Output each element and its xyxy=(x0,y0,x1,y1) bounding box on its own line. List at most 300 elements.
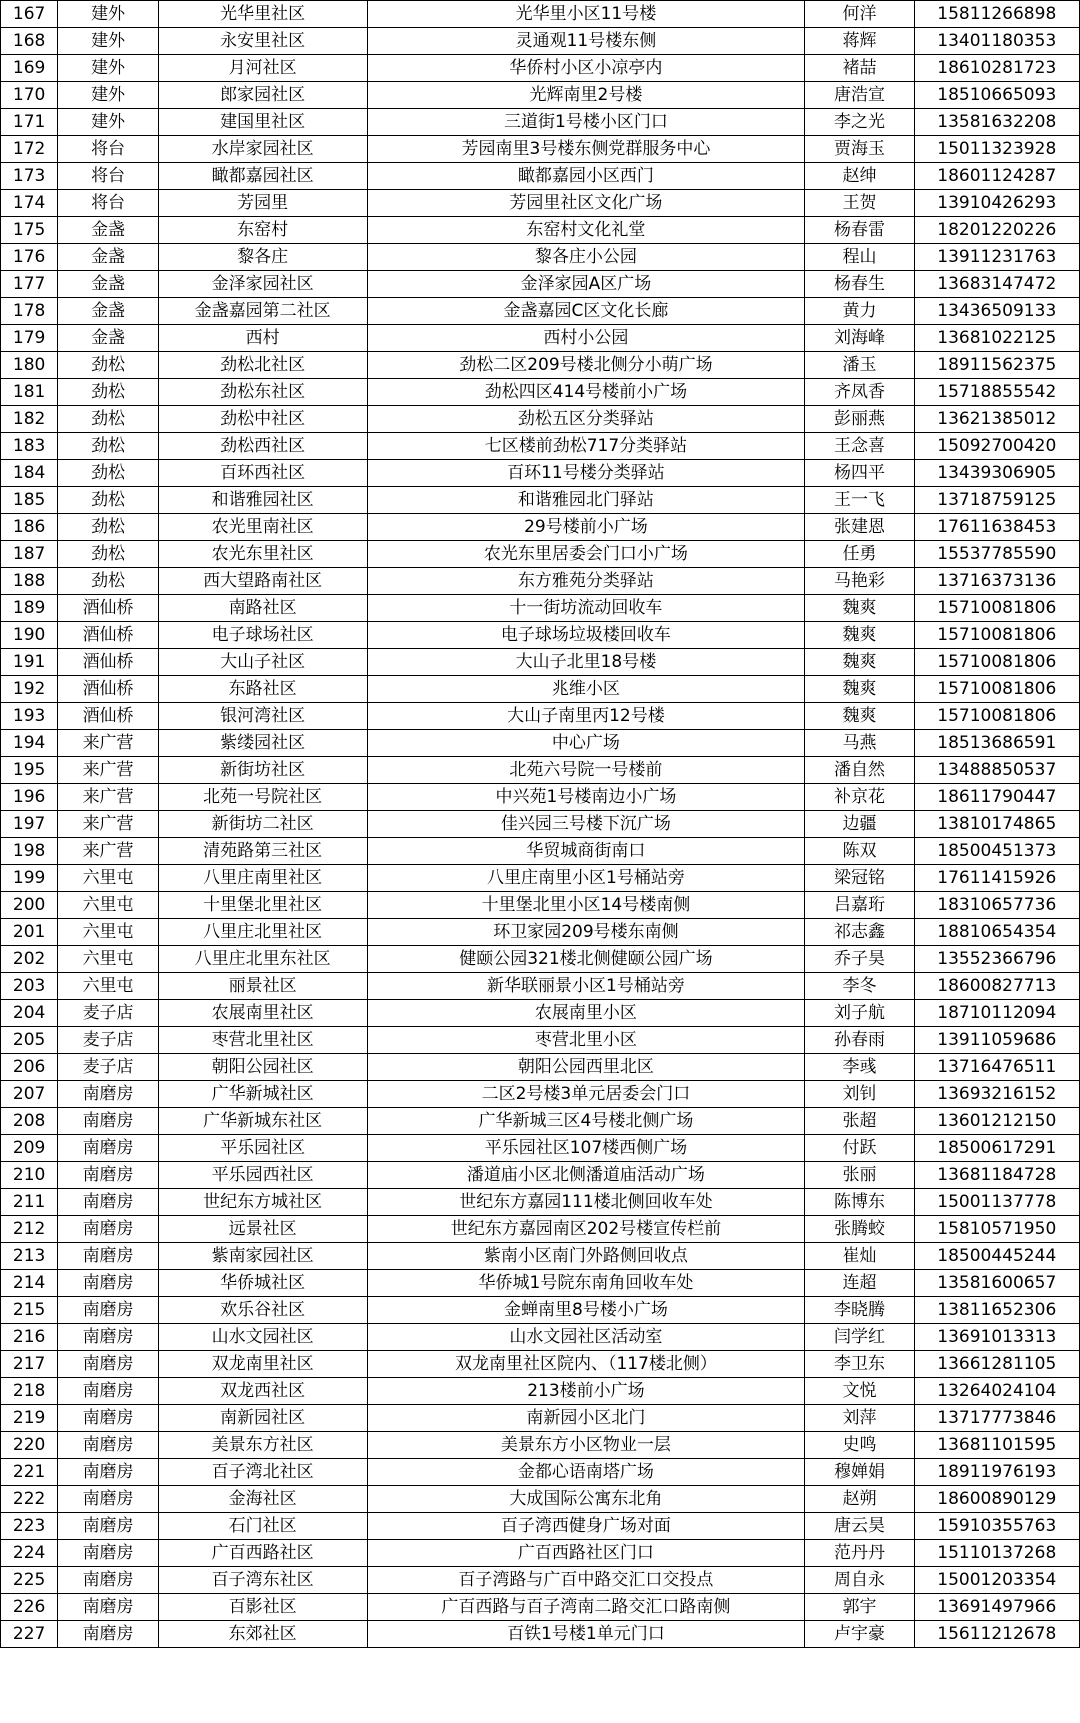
cell-location: 十里堡北里小区14号楼南侧 xyxy=(367,892,805,919)
cell-location: 南新园小区北门 xyxy=(367,1405,805,1432)
cell-street: 将台 xyxy=(58,163,159,190)
cell-location: 大山子南里丙12号楼 xyxy=(367,703,805,730)
cell-street: 来广营 xyxy=(58,838,159,865)
cell-phone: 15001137778 xyxy=(914,1189,1079,1216)
cell-contact-person: 史鸣 xyxy=(805,1432,914,1459)
table-row xyxy=(1,1243,1080,1270)
cell-index: 194 xyxy=(1,730,58,757)
table-row xyxy=(1,1081,1080,1108)
cell-community: 八里庄南里社区 xyxy=(158,865,367,892)
cell-phone: 17611638453 xyxy=(914,514,1079,541)
table-row xyxy=(1,1378,1080,1405)
cell-location: 芳园里社区文化广场 xyxy=(367,190,805,217)
cell-community: 石门社区 xyxy=(158,1513,367,1540)
table-row xyxy=(1,649,1080,676)
cell-index: 225 xyxy=(1,1567,58,1594)
cell-location: 东方雅苑分类驿站 xyxy=(367,568,805,595)
cell-index: 177 xyxy=(1,271,58,298)
cell-location: 新华联丽景小区1号桶站旁 xyxy=(367,973,805,1000)
cell-index: 184 xyxy=(1,460,58,487)
cell-community: 月河社区 xyxy=(158,55,367,82)
cell-index: 213 xyxy=(1,1243,58,1270)
cell-phone: 13718759125 xyxy=(914,487,1079,514)
cell-contact-person: 梁冠铭 xyxy=(805,865,914,892)
cell-phone: 15710081806 xyxy=(914,649,1079,676)
cell-phone: 18513686591 xyxy=(914,730,1079,757)
cell-street: 南磨房 xyxy=(58,1432,159,1459)
cell-contact-person: 范丹丹 xyxy=(805,1540,914,1567)
cell-contact-person: 李彧 xyxy=(805,1054,914,1081)
cell-contact-person: 马艳彩 xyxy=(805,568,914,595)
cell-location: 七区楼前劲松717分类驿站 xyxy=(367,433,805,460)
table-row xyxy=(1,1540,1080,1567)
cell-location: 百子湾路与广百中路交汇口交投点 xyxy=(367,1567,805,1594)
cell-street: 劲松 xyxy=(58,487,159,514)
cell-index: 169 xyxy=(1,55,58,82)
cell-phone: 18500451373 xyxy=(914,838,1079,865)
table-row xyxy=(1,1270,1080,1297)
cell-contact-person: 何洋 xyxy=(805,1,914,28)
cell-index: 175 xyxy=(1,217,58,244)
cell-street: 南磨房 xyxy=(58,1351,159,1378)
cell-phone: 13693216152 xyxy=(914,1081,1079,1108)
cell-street: 劲松 xyxy=(58,433,159,460)
cell-location: 大成国际公寓东北角 xyxy=(367,1486,805,1513)
cell-index: 207 xyxy=(1,1081,58,1108)
cell-community: 丽景社区 xyxy=(158,973,367,1000)
cell-phone: 13581600657 xyxy=(914,1270,1079,1297)
cell-community: 平乐园西社区 xyxy=(158,1162,367,1189)
table-row xyxy=(1,568,1080,595)
cell-community: 东窑村 xyxy=(158,217,367,244)
cell-index: 176 xyxy=(1,244,58,271)
cell-contact-person: 黄力 xyxy=(805,298,914,325)
cell-location: 广百西路社区门口 xyxy=(367,1540,805,1567)
cell-community: 瞰都嘉园社区 xyxy=(158,163,367,190)
table-row xyxy=(1,784,1080,811)
cell-index: 215 xyxy=(1,1297,58,1324)
cell-phone: 13716476511 xyxy=(914,1054,1079,1081)
cell-index: 183 xyxy=(1,433,58,460)
cell-location: 佳兴园三号楼下沉广场 xyxy=(367,811,805,838)
cell-index: 196 xyxy=(1,784,58,811)
table-row xyxy=(1,1513,1080,1540)
cell-contact-person: 李晓腾 xyxy=(805,1297,914,1324)
cell-contact-person: 唐云昊 xyxy=(805,1513,914,1540)
cell-contact-person: 程山 xyxy=(805,244,914,271)
cell-street: 劲松 xyxy=(58,352,159,379)
cell-index: 179 xyxy=(1,325,58,352)
cell-street: 南磨房 xyxy=(58,1486,159,1513)
cell-contact-person: 杨四平 xyxy=(805,460,914,487)
cell-phone: 13811652306 xyxy=(914,1297,1079,1324)
cell-location: 劲松二区209号楼北侧分小萌广场 xyxy=(367,352,805,379)
cell-contact-person: 魏爽 xyxy=(805,703,914,730)
cell-community: 百子湾东社区 xyxy=(158,1567,367,1594)
table-row xyxy=(1,82,1080,109)
cell-location: 大山子北里18号楼 xyxy=(367,649,805,676)
cell-location: 环卫家园209号楼东南侧 xyxy=(367,919,805,946)
cell-community: 黎各庄 xyxy=(158,244,367,271)
cell-index: 209 xyxy=(1,1135,58,1162)
cell-location: 美景东方小区物业一层 xyxy=(367,1432,805,1459)
cell-phone: 18201220226 xyxy=(914,217,1079,244)
cell-contact-person: 王贺 xyxy=(805,190,914,217)
cell-street: 来广营 xyxy=(58,811,159,838)
cell-street: 酒仙桥 xyxy=(58,622,159,649)
cell-contact-person: 任勇 xyxy=(805,541,914,568)
cell-street: 建外 xyxy=(58,109,159,136)
cell-community: 百环西社区 xyxy=(158,460,367,487)
table-row xyxy=(1,1351,1080,1378)
cell-phone: 13488850537 xyxy=(914,757,1079,784)
cell-index: 205 xyxy=(1,1027,58,1054)
cell-street: 建外 xyxy=(58,55,159,82)
cell-community: 欢乐谷社区 xyxy=(158,1297,367,1324)
cell-index: 180 xyxy=(1,352,58,379)
cell-contact-person: 卢宇豪 xyxy=(805,1621,914,1648)
cell-community: 紫缕园社区 xyxy=(158,730,367,757)
cell-phone: 13621385012 xyxy=(914,406,1079,433)
cell-community: 和谐雅园社区 xyxy=(158,487,367,514)
cell-index: 211 xyxy=(1,1189,58,1216)
cell-community: 农光里南社区 xyxy=(158,514,367,541)
cell-phone: 18500617291 xyxy=(914,1135,1079,1162)
table-row xyxy=(1,352,1080,379)
cell-location: 双龙南里社区院内、（117楼北侧） xyxy=(367,1351,805,1378)
cell-location: 劲松五区分类驿站 xyxy=(367,406,805,433)
cell-contact-person: 杨春雷 xyxy=(805,217,914,244)
cell-phone: 18810654354 xyxy=(914,919,1079,946)
cell-index: 224 xyxy=(1,1540,58,1567)
cell-street: 麦子店 xyxy=(58,1027,159,1054)
cell-community: 劲松西社区 xyxy=(158,433,367,460)
cell-phone: 13691497966 xyxy=(914,1594,1079,1621)
cell-street: 南磨房 xyxy=(58,1324,159,1351)
cell-location: 瞰都嘉园小区西门 xyxy=(367,163,805,190)
cell-index: 191 xyxy=(1,649,58,676)
cell-community: 华侨城社区 xyxy=(158,1270,367,1297)
cell-location: 十一街坊流动回收车 xyxy=(367,595,805,622)
cell-street: 六里屯 xyxy=(58,946,159,973)
cell-location: 百环11号楼分类驿站 xyxy=(367,460,805,487)
cell-street: 劲松 xyxy=(58,541,159,568)
cell-index: 212 xyxy=(1,1216,58,1243)
cell-index: 190 xyxy=(1,622,58,649)
cell-location: 东窑村文化礼堂 xyxy=(367,217,805,244)
cell-street: 南磨房 xyxy=(58,1405,159,1432)
cell-location: 八里庄南里小区1号桶站旁 xyxy=(367,865,805,892)
cell-street: 麦子店 xyxy=(58,1000,159,1027)
cell-index: 168 xyxy=(1,28,58,55)
cell-contact-person: 刘子航 xyxy=(805,1000,914,1027)
cell-location: 213楼前小广场 xyxy=(367,1378,805,1405)
cell-community: 银河湾社区 xyxy=(158,703,367,730)
table-row xyxy=(1,595,1080,622)
cell-street: 金盏 xyxy=(58,271,159,298)
cell-community: 朝阳公园社区 xyxy=(158,1054,367,1081)
table-row xyxy=(1,946,1080,973)
cell-index: 219 xyxy=(1,1405,58,1432)
cell-phone: 18911976193 xyxy=(914,1459,1079,1486)
cell-index: 220 xyxy=(1,1432,58,1459)
table-row xyxy=(1,919,1080,946)
cell-phone: 13683147472 xyxy=(914,271,1079,298)
cell-index: 214 xyxy=(1,1270,58,1297)
cell-community: 金盏嘉园第二社区 xyxy=(158,298,367,325)
cell-index: 181 xyxy=(1,379,58,406)
cell-street: 金盏 xyxy=(58,298,159,325)
cell-index: 187 xyxy=(1,541,58,568)
table-row xyxy=(1,136,1080,163)
cell-index: 217 xyxy=(1,1351,58,1378)
cell-index: 222 xyxy=(1,1486,58,1513)
cell-location: 金蝉南里8号楼小广场 xyxy=(367,1297,805,1324)
cell-street: 南磨房 xyxy=(58,1594,159,1621)
table-row xyxy=(1,514,1080,541)
cell-street: 劲松 xyxy=(58,379,159,406)
cell-phone: 18611790447 xyxy=(914,784,1079,811)
cell-index: 186 xyxy=(1,514,58,541)
cell-phone: 18500445244 xyxy=(914,1243,1079,1270)
table-row xyxy=(1,973,1080,1000)
table-row xyxy=(1,757,1080,784)
cell-community: 紫南家园社区 xyxy=(158,1243,367,1270)
cell-phone: 18310657736 xyxy=(914,892,1079,919)
cell-street: 六里屯 xyxy=(58,865,159,892)
cell-phone: 18610281723 xyxy=(914,55,1079,82)
cell-phone: 15710081806 xyxy=(914,622,1079,649)
cell-phone: 15718855542 xyxy=(914,379,1079,406)
table-row xyxy=(1,55,1080,82)
cell-contact-person: 陈双 xyxy=(805,838,914,865)
cell-phone: 17611415926 xyxy=(914,865,1079,892)
cell-contact-person: 马燕 xyxy=(805,730,914,757)
table-row xyxy=(1,1621,1080,1648)
cell-street: 六里屯 xyxy=(58,973,159,1000)
cell-contact-person: 闫学红 xyxy=(805,1324,914,1351)
cell-index: 188 xyxy=(1,568,58,595)
table-row xyxy=(1,1297,1080,1324)
cell-street: 建外 xyxy=(58,1,159,28)
table-row xyxy=(1,1135,1080,1162)
table-row xyxy=(1,271,1080,298)
table-row xyxy=(1,298,1080,325)
cell-community: 双龙南里社区 xyxy=(158,1351,367,1378)
table-row xyxy=(1,190,1080,217)
cell-community: 南路社区 xyxy=(158,595,367,622)
cell-location: 金泽家园A区广场 xyxy=(367,271,805,298)
cell-contact-person: 贾海玉 xyxy=(805,136,914,163)
cell-location: 广百西路与百子湾南二路交汇口路南侧 xyxy=(367,1594,805,1621)
cell-community: 平乐园社区 xyxy=(158,1135,367,1162)
table-row xyxy=(1,1,1080,28)
cell-community: 八里庄北里东社区 xyxy=(158,946,367,973)
cell-contact-person: 刘海峰 xyxy=(805,325,914,352)
cell-contact-person: 蒋辉 xyxy=(805,28,914,55)
table-row xyxy=(1,892,1080,919)
cell-contact-person: 刘钊 xyxy=(805,1081,914,1108)
cell-street: 南磨房 xyxy=(58,1135,159,1162)
cell-location: 金盏嘉园C区文化长廊 xyxy=(367,298,805,325)
cell-contact-person: 吕嘉珩 xyxy=(805,892,914,919)
cell-street: 酒仙桥 xyxy=(58,595,159,622)
cell-community: 劲松东社区 xyxy=(158,379,367,406)
cell-location: 朝阳公园西里北区 xyxy=(367,1054,805,1081)
cell-phone: 18600827713 xyxy=(914,973,1079,1000)
cell-location: 华贸城商街南口 xyxy=(367,838,805,865)
cell-street: 南磨房 xyxy=(58,1162,159,1189)
cell-community: 十里堡北里社区 xyxy=(158,892,367,919)
cell-community: 远景社区 xyxy=(158,1216,367,1243)
table-row xyxy=(1,1054,1080,1081)
table-row xyxy=(1,1108,1080,1135)
cell-phone: 18710112094 xyxy=(914,1000,1079,1027)
cell-street: 来广营 xyxy=(58,757,159,784)
cell-phone: 15537785590 xyxy=(914,541,1079,568)
cell-street: 南磨房 xyxy=(58,1513,159,1540)
cell-index: 174 xyxy=(1,190,58,217)
cell-index: 227 xyxy=(1,1621,58,1648)
table-row xyxy=(1,622,1080,649)
table-row xyxy=(1,865,1080,892)
cell-community: 山水文园社区 xyxy=(158,1324,367,1351)
table-row xyxy=(1,676,1080,703)
cell-street: 将台 xyxy=(58,190,159,217)
cell-community: 劲松北社区 xyxy=(158,352,367,379)
cell-phone: 13581632208 xyxy=(914,109,1079,136)
cell-street: 劲松 xyxy=(58,568,159,595)
cell-contact-person: 褚喆 xyxy=(805,55,914,82)
cell-phone: 13401180353 xyxy=(914,28,1079,55)
cell-community: 光华里社区 xyxy=(158,1,367,28)
cell-phone: 13681184728 xyxy=(914,1162,1079,1189)
cell-location: 平乐园社区107楼西侧广场 xyxy=(367,1135,805,1162)
cell-phone: 18911562375 xyxy=(914,352,1079,379)
cell-street: 麦子店 xyxy=(58,1054,159,1081)
cell-community: 电子球场社区 xyxy=(158,622,367,649)
cell-community: 广华新城社区 xyxy=(158,1081,367,1108)
cell-contact-person: 崔灿 xyxy=(805,1243,914,1270)
cell-phone: 15710081806 xyxy=(914,676,1079,703)
cell-location: 芳园南里3号楼东侧党群服务中心 xyxy=(367,136,805,163)
cell-contact-person: 王一飞 xyxy=(805,487,914,514)
cell-index: 171 xyxy=(1,109,58,136)
cell-index: 170 xyxy=(1,82,58,109)
cell-street: 六里屯 xyxy=(58,892,159,919)
cell-index: 210 xyxy=(1,1162,58,1189)
table-row xyxy=(1,1432,1080,1459)
cell-location: 兆维小区 xyxy=(367,676,805,703)
cell-index: 178 xyxy=(1,298,58,325)
cell-community: 枣营北里社区 xyxy=(158,1027,367,1054)
cell-index: 189 xyxy=(1,595,58,622)
cell-community: 东郊社区 xyxy=(158,1621,367,1648)
cell-index: 223 xyxy=(1,1513,58,1540)
table-row xyxy=(1,1189,1080,1216)
table-row xyxy=(1,730,1080,757)
cell-location: 华侨城1号院东南角回收车处 xyxy=(367,1270,805,1297)
cell-phone: 15001203354 xyxy=(914,1567,1079,1594)
cell-index: 226 xyxy=(1,1594,58,1621)
cell-contact-person: 彭丽燕 xyxy=(805,406,914,433)
cell-location: 世纪东方嘉园南区202号楼宣传栏前 xyxy=(367,1216,805,1243)
cell-contact-person: 李冬 xyxy=(805,973,914,1000)
cell-contact-person: 张腾蛟 xyxy=(805,1216,914,1243)
cell-street: 南磨房 xyxy=(58,1459,159,1486)
table-row xyxy=(1,406,1080,433)
cell-index: 201 xyxy=(1,919,58,946)
cell-phone: 15710081806 xyxy=(914,595,1079,622)
cell-community: 八里庄北里社区 xyxy=(158,919,367,946)
table-row xyxy=(1,325,1080,352)
cell-contact-person: 郭宇 xyxy=(805,1594,914,1621)
cell-phone: 13681022125 xyxy=(914,325,1079,352)
cell-street: 建外 xyxy=(58,28,159,55)
cell-location: 健颐公园321楼北侧健颐公园广场 xyxy=(367,946,805,973)
cell-contact-person: 补京花 xyxy=(805,784,914,811)
cell-street: 南磨房 xyxy=(58,1621,159,1648)
cell-street: 南磨房 xyxy=(58,1297,159,1324)
cell-phone: 13911059686 xyxy=(914,1027,1079,1054)
cell-location: 劲松四区414号楼前小广场 xyxy=(367,379,805,406)
cell-phone: 13691013313 xyxy=(914,1324,1079,1351)
cell-location: 西村小公园 xyxy=(367,325,805,352)
cell-phone: 13910426293 xyxy=(914,190,1079,217)
table-row xyxy=(1,433,1080,460)
cell-location: 光华里小区11号楼 xyxy=(367,1,805,28)
cell-phone: 18601124287 xyxy=(914,163,1079,190)
cell-location: 百铁1号楼1单元门口 xyxy=(367,1621,805,1648)
cell-index: 195 xyxy=(1,757,58,784)
cell-contact-person: 边疆 xyxy=(805,811,914,838)
cell-location: 农展南里小区 xyxy=(367,1000,805,1027)
cell-index: 221 xyxy=(1,1459,58,1486)
cell-index: 192 xyxy=(1,676,58,703)
table-row xyxy=(1,1486,1080,1513)
cell-street: 南磨房 xyxy=(58,1270,159,1297)
cell-location: 华侨村小区小凉亭内 xyxy=(367,55,805,82)
cell-location: 百子湾西健身广场对面 xyxy=(367,1513,805,1540)
cell-phone: 15110137268 xyxy=(914,1540,1079,1567)
cell-community: 世纪东方城社区 xyxy=(158,1189,367,1216)
cell-street: 酒仙桥 xyxy=(58,649,159,676)
cell-location: 金都心语南塔广场 xyxy=(367,1459,805,1486)
cell-contact-person: 穆婵娟 xyxy=(805,1459,914,1486)
cell-community: 郎家园社区 xyxy=(158,82,367,109)
cell-phone: 15011323928 xyxy=(914,136,1079,163)
cell-community: 美景东方社区 xyxy=(158,1432,367,1459)
cell-phone: 15810571950 xyxy=(914,1216,1079,1243)
table-row xyxy=(1,28,1080,55)
cell-contact-person: 孙春雨 xyxy=(805,1027,914,1054)
cell-contact-person: 陈博东 xyxy=(805,1189,914,1216)
cell-street: 六里屯 xyxy=(58,919,159,946)
cell-contact-person: 魏爽 xyxy=(805,676,914,703)
cell-community: 广百西路社区 xyxy=(158,1540,367,1567)
cell-phone: 18600890129 xyxy=(914,1486,1079,1513)
table-row xyxy=(1,838,1080,865)
cell-street: 来广营 xyxy=(58,784,159,811)
table-row xyxy=(1,1324,1080,1351)
cell-phone: 13911231763 xyxy=(914,244,1079,271)
cell-street: 金盏 xyxy=(58,325,159,352)
cell-location: 世纪东方嘉园111楼北侧回收车处 xyxy=(367,1189,805,1216)
cell-street: 劲松 xyxy=(58,514,159,541)
cell-index: 172 xyxy=(1,136,58,163)
cell-community: 新街坊二社区 xyxy=(158,811,367,838)
cell-phone: 13661281105 xyxy=(914,1351,1079,1378)
